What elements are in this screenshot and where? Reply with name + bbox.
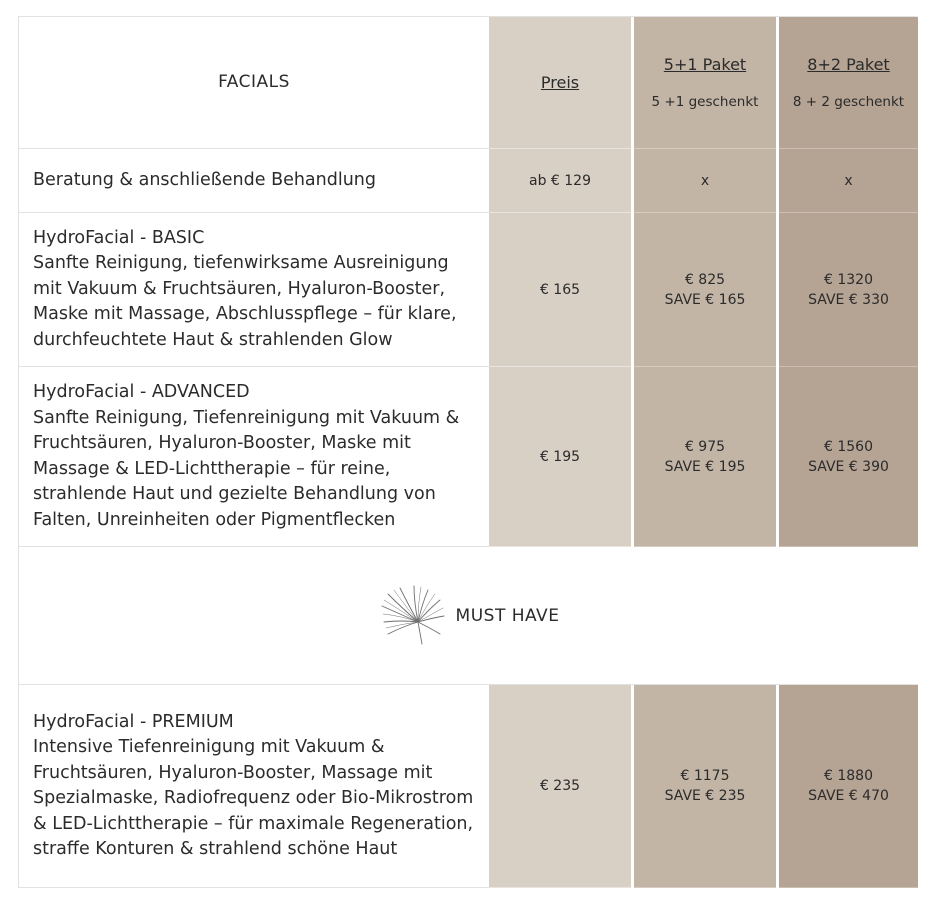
package-8-2-header <box>779 17 918 149</box>
price-table <box>18 16 917 888</box>
package-price: € 1560 <box>824 438 873 455</box>
package-price: € 975 <box>684 438 726 455</box>
service-consultation <box>19 149 489 213</box>
price-cell: € 165 <box>489 213 631 367</box>
package-5-1-cell: x <box>634 149 776 213</box>
package-5-1-subtitle: 5 +1 geschenkt <box>651 94 759 110</box>
package-price: € 825 <box>684 271 726 288</box>
package-savings: SAVE € 195 <box>664 458 746 475</box>
package-price: € 1175 <box>680 768 730 784</box>
package-5-1-cell <box>634 367 776 547</box>
package-8-2-cell <box>779 213 918 367</box>
service-title: HydroFacial - BASIC <box>33 227 205 248</box>
package-savings: SAVE € 470 <box>808 788 889 804</box>
package-savings: SAVE € 330 <box>808 291 889 308</box>
package-savings: SAVE € 235 <box>664 788 746 804</box>
package-8-2-cell <box>779 685 918 888</box>
service-description: Sanfte Reinigung, tiefenwirksame Ausreinigung mit Vakuum & Fruchtsäuren, Hyaluron-Booster, Maske mit Massage, Abschlusspflege – für klare, durchfeuchtete Haut & strahlenden Glow <box>33 253 457 350</box>
package-savings: SAVE € 165 <box>664 291 746 308</box>
package-5-1-header <box>634 17 776 149</box>
price-column-header <box>489 17 631 149</box>
must-have-banner <box>19 547 918 685</box>
price-column-link[interactable]: Preis <box>540 73 580 92</box>
price-cell: ab € 129 <box>489 149 631 213</box>
package-5-1-cell <box>634 213 776 367</box>
price-cell: € 195 <box>489 367 631 547</box>
service-hydrofacial-premium <box>19 685 489 888</box>
package-8-2-cell <box>779 367 918 547</box>
package-5-1-link[interactable]: 5+1 Paket <box>663 55 747 74</box>
price-cell: € 235 <box>489 685 631 888</box>
service-hydrofacial-basic <box>19 213 489 367</box>
must-have-label: MUST HAVE <box>455 605 560 626</box>
package-price: € 1880 <box>824 768 873 784</box>
package-5-1-cell <box>634 685 776 888</box>
palm-leaf-icon <box>378 584 446 648</box>
service-hydrofacial-advanced <box>19 367 489 547</box>
service-title: Beratung & anschließende Behandlung <box>33 169 377 190</box>
service-title: HydroFacial - ADVANCED <box>33 382 250 402</box>
section-title: FACIALS <box>19 17 489 149</box>
service-title: HydroFacial - PREMIUM <box>33 711 234 732</box>
package-savings: SAVE € 390 <box>808 458 889 475</box>
service-description: Sanfte Reinigung, Tiefenreinigung mit Vakuum & Fruchtsäuren, Hyaluron-Booster, Maske mit Massage & LED-Lichttherapie – für reine, strahlende Haut und gezielte Behandlung von Falten, Unreinheiten oder Pigmentflecken <box>33 407 460 530</box>
package-8-2-subtitle: 8 + 2 geschenkt <box>792 94 905 110</box>
package-8-2-link[interactable]: 8+2 Paket <box>807 55 890 74</box>
package-price: € 1320 <box>824 271 873 288</box>
package-8-2-cell: x <box>779 149 918 213</box>
service-description: Intensive Tiefenreinigung mit Vakuum & Fruchtsäuren, Hyaluron-Booster, Massage mit Spezialmaske, Radiofrequenz oder Bio-Mikrostrom & LED-Lichttherapie – für maximale Regeneration, straffe Konturen & strahlend schöne Haut <box>33 737 474 859</box>
